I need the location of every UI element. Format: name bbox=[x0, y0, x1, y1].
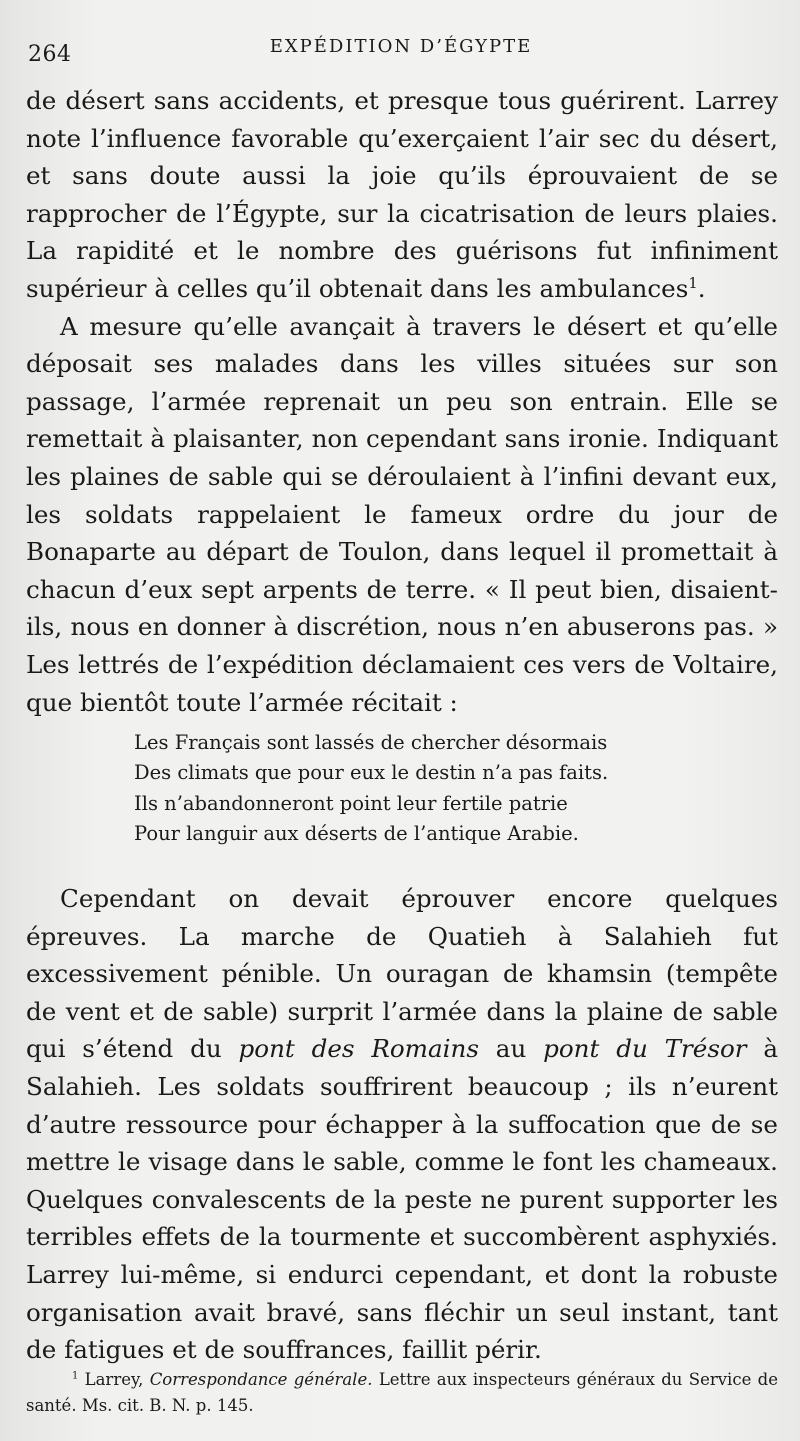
page-number: 264 bbox=[28, 42, 72, 67]
paragraph-khamsin: Cependant on devait éprouver encore quelques épreuves. La marche de Quatieh à Salahieh fut excessivement pénible. Un ouragan de khamsin (tempête de vent et de sable) surprit l’armée dans la plaine de sable qui s’étend du pont des Romains au pont du Trésor à Salahieh. Les soldats souffrirent beaucoup ; ils n’eurent d’autre ressource pour échapper à la suffocation que de se mettre le visage dans le sable, comme le font les chameaux. Quelques convalescents de la peste ne purent supporter les terribles effets de la tourmente et succombèrent asphyxiés. Larrey lui-même, si endurci cependant, et dont la robuste organisation avait bravé, sans fléchir un seul instant, tant de fatigues et de souffrances, faillit périr. bbox=[26, 884, 779, 1365]
verse-line: Les Français sont lassés de chercher désormais bbox=[134, 731, 608, 754]
footnote-work-title: Correspondance générale. bbox=[149, 1370, 373, 1389]
running-head bbox=[26, 34, 776, 67]
body-text-upper bbox=[26, 82, 778, 721]
paragraph-continued: de désert sans accidents, et presque tous guérirent. Larrey note l’influence favorable qu’exerçaient l’air sec du désert, et sans doute aussi la joie qu’ils éprouvaient de se rapprocher de l’Égypte, sur la cicatrisation de leurs plaies. La rapidité et le nombre des guérisons fut infiniment supérieur à celles qu’il obtenait dans les ambulances$^1$. bbox=[26, 86, 778, 303]
verse-line: Ils n’abandonneront point leur fertile patrie bbox=[134, 791, 568, 815]
voltaire-verse bbox=[134, 728, 734, 849]
paragraph-army-march: A mesure qu’elle avançait à travers le désert et qu’elle déposait ses malades dans les villes situées sur son passage, l’armée reprenait un peu son entrain. Elle se remettait à plaisanter, non cependant sans ironie. Indiquant les plaines de sable qui se déroulaient à l’infini devant eux, les soldats rappelaient le fameux ordre du jour de Bonaparte au départ de Toulon, dans lequel il promettait à chacun d’eux sept arpents de terre. « Il peut bien, disaient-ils, nous en donner à discrétion, nous n’en abuserons pas. » Les lettrés de l’expédition déclamaient ces vers de Voltaire, que bientôt toute l’armée récitait : bbox=[26, 311, 778, 717]
footnote-reference: 1 bbox=[688, 274, 698, 292]
footnote: $^1$ Larrey, Correspondance générale. Lettre aux inspecteurs généraux du Service de santé. Ms. cit. B. N. p. 145. bbox=[26, 1370, 778, 1415]
verse-line: Des climats que pour eux le destin n’a pas faits. bbox=[134, 761, 609, 785]
place-name: pont des Romains bbox=[238, 1034, 479, 1064]
body-text-lower bbox=[26, 880, 778, 1369]
footnote-marker: 1 bbox=[72, 1370, 79, 1382]
place-name: pont du Trésor bbox=[543, 1034, 747, 1064]
running-title: EXPÉDITION D’ÉGYPTE bbox=[269, 36, 533, 57]
verse-line: Pour languir aux déserts de l’antique Arabie. bbox=[134, 821, 579, 845]
